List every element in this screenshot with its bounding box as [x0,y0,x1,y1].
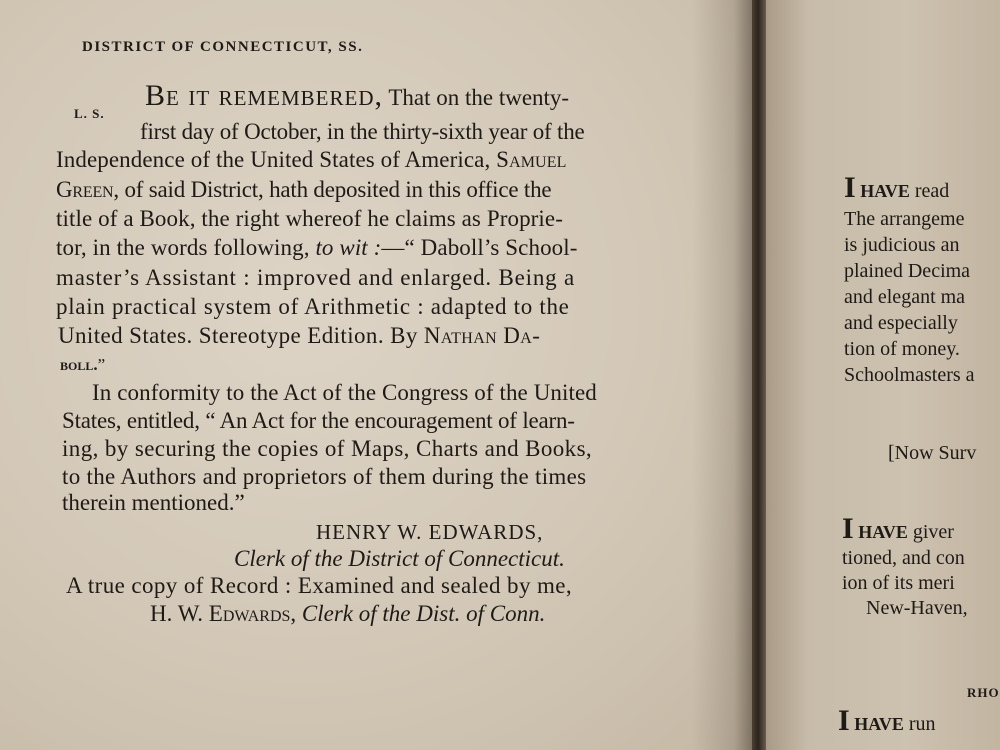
right-block1-line5: and elegant ma [844,286,966,308]
para1-line2: first day of October, in the thirty-sixth year of the [140,119,585,144]
to-wit: to wit : [315,235,382,260]
right-block2-line2: tioned, and con [842,547,965,569]
right-block1-line6: and especially [844,312,958,334]
para1-line3 [56,146,566,174]
para2-line3: ing, by securing the copies of Maps, Charts and Books, [62,436,593,461]
book-title-start: —“ Daboll’s School- [381,235,578,260]
para1-line6 [56,234,578,262]
attest-title: Clerk of the Dist. of Conn. [296,601,546,626]
author-nathan: Nathan Da- [423,323,541,348]
para2-line2: States, entitled, “ An Act for the encouragement of learn- [62,408,575,433]
para1-line1 [145,79,570,112]
right-block2-line1-rest: giver [907,521,954,543]
para1-line9 [58,322,540,350]
closing-quote: ” [97,355,106,374]
para1-line4 [56,176,551,204]
attest-name: H. W. Edwards, [150,601,297,626]
author-green: Green [56,177,114,202]
drop-cap: I [838,704,850,737]
be-it-remembered: Be it remembered, [145,79,383,112]
signer-name: HENRY W. EDWARDS, [316,520,544,544]
right-block2-place: New-Haven, [866,597,968,619]
para2-line4: to the Authors and proprietors of them during the times [62,464,587,489]
right-block1-line7: tion of money. [844,338,960,360]
para2-line1: In conformity to the Act of the Congress of the United [92,380,597,405]
right-signer1: [Now Surv [888,442,977,464]
right-block1-line1-rest: read [909,180,950,202]
para1-line9-text: United States. Stereotype Edition. By [58,323,424,348]
para1-line5: title of a Book, the right whereof he claims as Proprie- [56,206,563,231]
para1-line6-text: tor, in the words following, [56,235,316,260]
right-block1-line4: plained Decima [844,260,971,282]
para2-line5: therein mentioned.” [62,490,245,515]
drop-cap: I [844,171,856,204]
have-label: HAVE [849,714,904,734]
para1-line7: master’s Assistant : improved and enlarged. Being a [56,265,576,290]
author-daboll: boll. [60,355,98,374]
have-label: HAVE [855,181,910,201]
para1-line4-text: , of said District, hath deposited in this office the [113,177,552,202]
seal-mark: L. S. [74,106,105,121]
right-block1-line2: The arrangeme [844,208,965,230]
right-block1-line8: Schoolmasters a [844,364,975,386]
attestation-line: A true copy of Record : Examined and sealed by me, [66,573,573,598]
signer-title: Clerk of the District of Connecticut. [234,546,565,571]
author-samuel: Samuel [496,147,567,172]
right-block1-line1 [844,171,950,204]
right-heading3: RHO [967,685,1000,700]
district-heading: DISTRICT OF CONNECTICUT, SS. [82,39,364,55]
right-block3-line1 [838,704,936,737]
para1-line3-text: Independence of the United States of America, [56,147,497,172]
right-block3-line1-rest: run [903,713,936,735]
right-block1-line3: is judicious an [844,234,960,256]
para1-line1-rest: That on the twenty- [383,85,570,110]
drop-cap: I [842,512,854,545]
book-gutter [752,0,766,750]
have-label: HAVE [853,522,908,542]
right-block2-line1 [842,512,954,545]
para1-line8: plain practical system of Arithmetic : adapted to the [56,294,570,319]
right-block2-line3: ion of its meri [842,572,955,594]
para1-line10 [60,351,105,379]
attestation-signature [150,600,545,628]
